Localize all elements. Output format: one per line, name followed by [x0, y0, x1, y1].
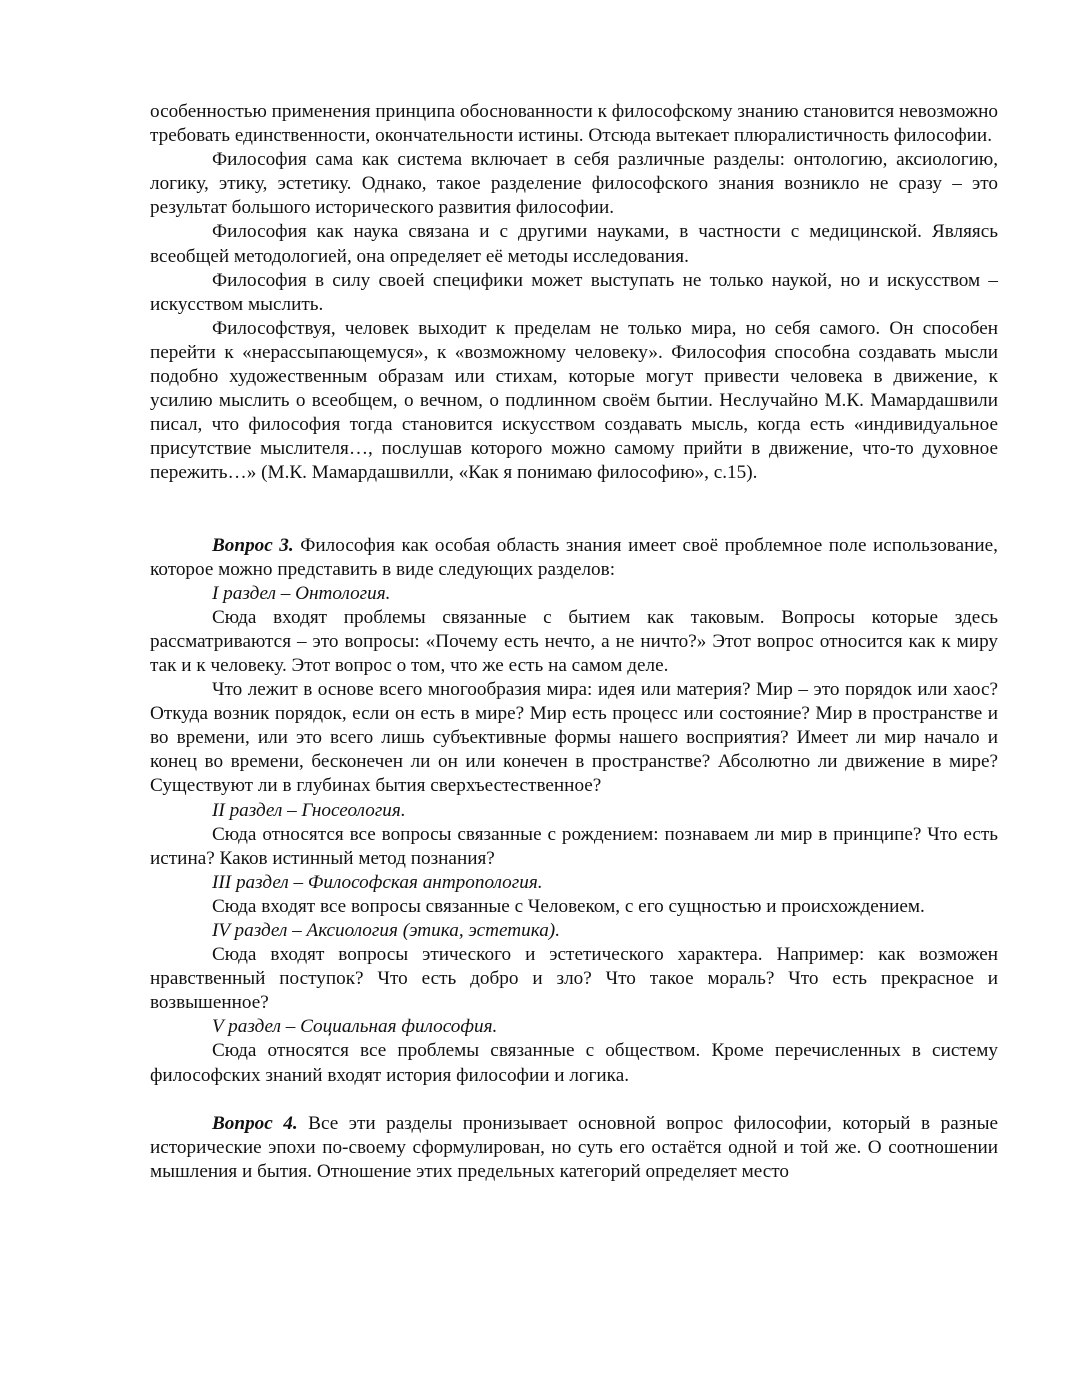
paragraph-philosophy-art: Философия в силу своей специфики может выступать не только наукой, но и искусством – искусством мыслить.: [150, 269, 998, 315]
paragraph-continuation: особенностью применения принципа обоснованности к философскому знанию становится невозможно требовать единственности, окончательности истины. Отсюда вытекает плюралистичность философии.: [150, 101, 998, 147]
question-4-intro: [150, 1112, 998, 1184]
section-3-text: Сюда входят все вопросы связанные с Человеком, с его сущностью и происхождением.: [212, 895, 925, 917]
question-4-label: Вопрос 4.: [212, 1112, 298, 1134]
section-spacer-small: [150, 1088, 998, 1112]
paragraph-philosophizing: Философствуя, человек выходит к пределам не только мира, но себя самого. Он способен перейти к «нерассыпающемуся», к «возможному человеку». Философия способна создавать мысли подобно художественным образам или стихам, которые могут привести человека в движение, к усилию мыслить о всеобщем, о вечном, о подлинном своём бытии. Неслучайно М.К. Мамардашвили писал, что философия тогда становится искусством создавать мысль, когда есть «индивидуальное присутствие мыслителя…, послушав которого можно самому прийти в движение, что-то духовное пережить…» (М.К. Мамардашвилли, «Как я понимаю философию», с.15).: [150, 317, 998, 484]
paragraph-philosophy-science: Философия как наука связана и с другими науками, в частности с медицинской. Являясь всеобщей методологией, она определяет её методы исследования.: [150, 221, 998, 267]
section-2-text: Сюда относятся все вопросы связанные с рождением: познаваем ли мир в принципе? Что есть истина? Каков истинный метод познания?: [150, 823, 998, 869]
section-1-title: I раздел – Онтология.: [212, 582, 391, 604]
question-3-intro: [150, 534, 998, 582]
section-5-title: V раздел – Социальная философия.: [212, 1016, 498, 1038]
document-page: [150, 100, 998, 1184]
paragraph-philosophy-system: Философия сама как система включает в себя различные разделы: онтологию, аксиологию, логику, этику, эстетику. Однако, такое разделение философского знания возникло не сразу – это результат большого исторического развития философии.: [150, 149, 998, 219]
section-5-text: Сюда относятся все проблемы связанные с обществом. Кроме перечисленных в систему философских знаний входят история философии и логика.: [150, 1040, 998, 1086]
question-3-label: Вопрос 3.: [212, 534, 294, 556]
section-1-text-1: Сюда входят проблемы связанные с бытием как таковым. Вопросы которые здесь рассматриваются – это вопросы: «Почему есть нечто, а не ничто?» Этот вопрос относится как к миру так и к человеку. Этот вопрос о том, что же есть на самом деле.: [150, 606, 998, 676]
question-3-intro-text: Философия как особая область знания имеет своё проблемное поле использование, которое можно представить в виде следующих разделов:: [150, 534, 998, 580]
section-spacer: [150, 486, 998, 534]
section-2-title: II раздел – Гносеология.: [212, 799, 406, 821]
section-3-title: III раздел – Философская антропология.: [212, 871, 543, 893]
section-1-text-2: Что лежит в основе всего многообразия мира: идея или материя? Мир – это порядок или хаос? Откуда возник порядок, если он есть в мире? Мир есть процесс или состояние? Мир в пространстве и во времени, или это всего лишь субъективные формы нашего восприятия? Имеет ли мир начало и конец во времени, бесконечен ли он или конечен в пространстве? Абсолютно ли движение в мире? Существуют ли в глубинах бытия сверхъестественное?: [150, 679, 998, 797]
section-4-title: IV раздел – Аксиология (этика, эстетика).: [212, 920, 560, 941]
question-4-text: Все эти разделы пронизывает основной вопрос философии, который в разные исторические эпохи по-своему сформулирован, но суть его остаётся одной и той же. О соотношении мышления и бытия. Отношение этих предельных категорий определяет место: [150, 1112, 998, 1182]
section-4-text: Сюда входят вопросы этического и эстетического характера. Например: как возможен нравственный поступок? Что есть добро и зло? Что такое мораль? Что есть прекрасное и возвышенное?: [150, 944, 998, 1014]
